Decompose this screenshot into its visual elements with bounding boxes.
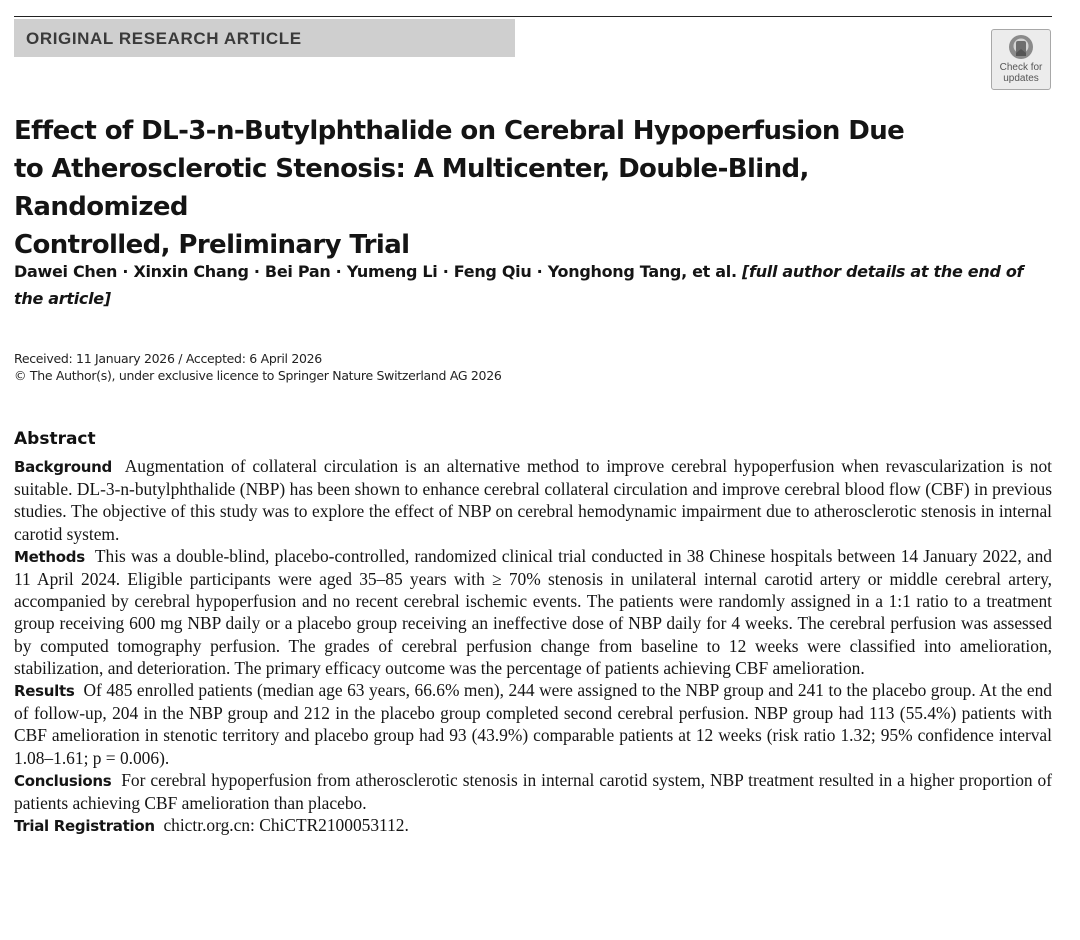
check-for-updates-line2: updates [1003, 73, 1039, 84]
article-type-label: ORIGINAL RESEARCH ARTICLE [26, 29, 302, 48]
abstract-trial-registration [14, 814, 1052, 837]
check-for-updates-line1: Check for [999, 62, 1043, 73]
methods-label: Methods [14, 547, 85, 566]
title-line: to Atherosclerotic Stenosis: A Multicenter, Double-Blind, Randomized [14, 154, 809, 222]
conclusions-label: Conclusions [14, 771, 112, 790]
conclusions-text: For cerebral hypoperfusion from atherosclerotic stenosis in internal carotid system, NBP treatment resulted in a higher proportion of patients achieving CBF amelioration than placebo. [14, 769, 1053, 814]
abstract-body [14, 455, 1052, 837]
title-line: Controlled, Preliminary Trial [14, 230, 410, 260]
abstract-conclusions [14, 769, 1052, 814]
received-accepted: Received: 11 January 2026 / Accepted: 6 April 2026 [14, 351, 322, 366]
article-dates [14, 350, 914, 384]
copyright-notice: © The Author(s), under exclusive licence to Springer Nature Switzerland AG 2026 [14, 368, 502, 383]
abstract-results [14, 679, 1052, 769]
crossmark-icon [1008, 34, 1034, 60]
check-for-updates-badge[interactable] [991, 29, 1051, 90]
background-text: Augmentation of collateral circulation is an alternative method to improve cerebral hypoperfusion when revascularization is not suitable. DL-3-n-butylphthalide (NBP) has been shown to enhance cerebral collateral circulation and improve cerebral blood flow (CBF) in previous studies. The objective of this study was to explore the effect of NBP on cerebral hemodynamic impairment due to atherosclerotic stenosis in internal carotid system. [14, 456, 1052, 544]
article-title [14, 112, 974, 264]
abstract-methods [14, 545, 1052, 679]
results-text: Of 485 enrolled patients (median age 63 years, 66.6% men), 244 were assigned to the NBP group and 241 to the placebo group. At the end of follow-up, 204 in the NBP group and 212 in the placebo group completed second cerebral perfusion. NBP group had 113 (55.4%) patients with CBF amelioration in stenotic territory and placebo group had 93 (43.9%) comparable patients at 12 weeks (risk ratio 1.32; 95% confidence interval 1.08–1.61; p = 0.006). [14, 680, 1052, 768]
authors-names: Dawei Chen · Xinxin Chang · Bei Pan · Yumeng Li · Feng Qiu · Yonghong Tang, et al. [14, 262, 737, 281]
authors-note-link[interactable]: [full author details at the end of the article] [14, 262, 1024, 308]
trial-registration-label: Trial Registration [14, 817, 155, 836]
abstract-background [14, 455, 1052, 545]
author-list [14, 258, 1044, 312]
top-rule [14, 16, 1052, 17]
background-label: Background [14, 458, 112, 476]
title-line: Effect of DL-3-n-Butylphthalide on Cerebral Hypoperfusion Due [14, 116, 905, 146]
methods-text: This was a double-blind, placebo-controlled, randomized clinical trial conducted in 38 Chinese hospitals between 14 January 2022, and 11 April 2024. Eligible participants were aged 35–85 years with ≥ 70% stenosis in unilateral internal carotid artery or middle cerebral artery, accompanied by cerebral hypoperfusion and no recent cerebral ischemic events. The patients were randomly assigned in a 1:1 ratio to a treatment group receiving 600 mg NBP daily or a placebo group receiving an ineffective dose of NBP daily for 4 weeks. The cerebral perfusion was assessed by computed tomography perfusion. The grades of cerebral perfusion change from baseline to 12 weeks were classified into amelioration, stabilization, and deterioration. The primary efficacy outcome was the percentage of patients achieving CBF amelioration. [14, 545, 1052, 678]
article-type-banner [14, 19, 515, 57]
results-label: Results [14, 682, 75, 701]
trial-registration-text[interactable]: chictr.org.cn: ChiCTR2100053112. [163, 815, 409, 836]
abstract-heading: Abstract [14, 429, 96, 449]
